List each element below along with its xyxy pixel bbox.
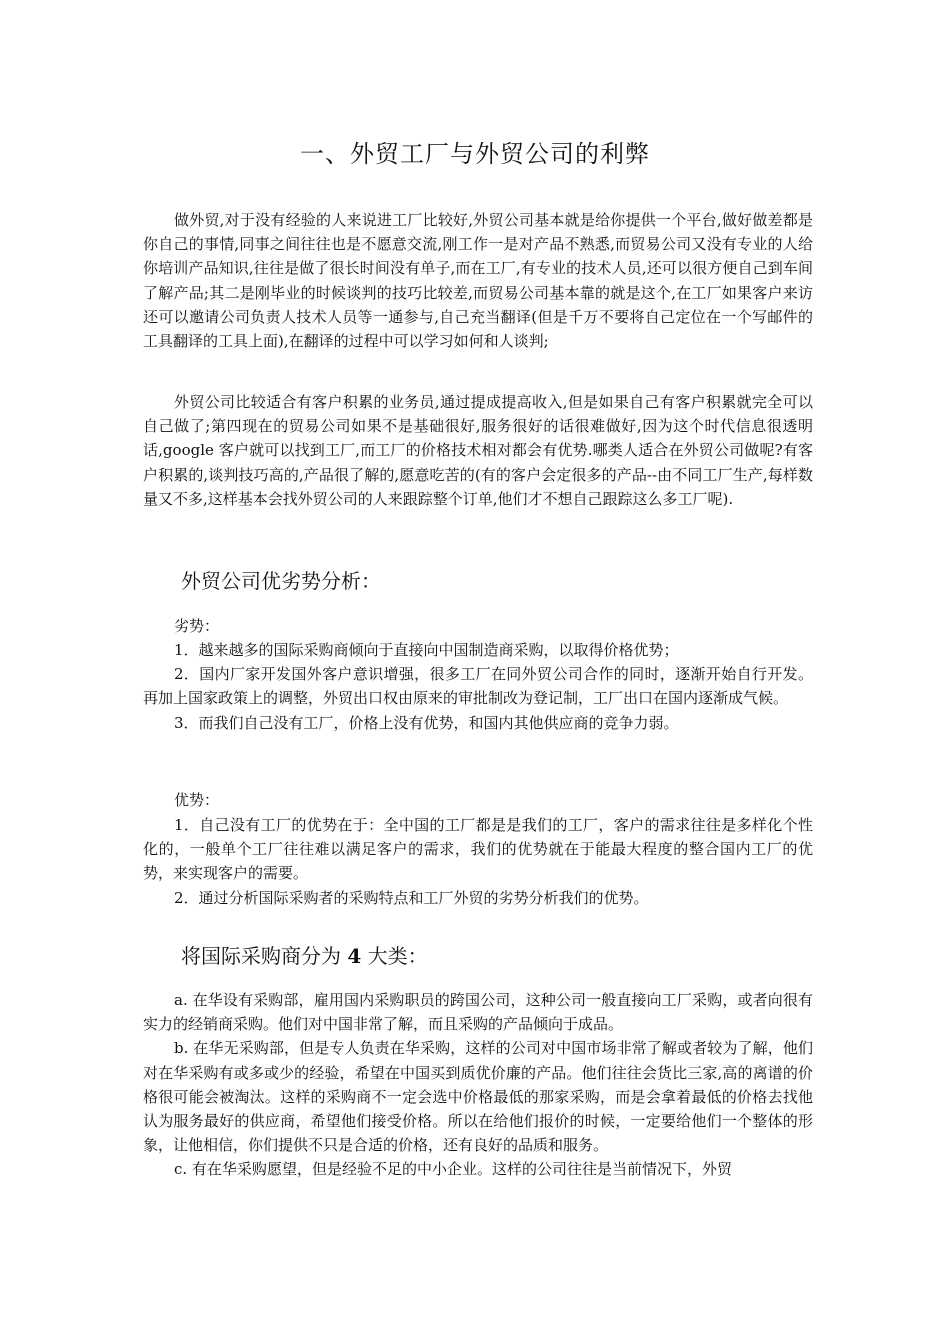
buyers-heading-suffix: 大类： bbox=[367, 944, 428, 968]
list-item: 2．国内厂家开发国外客户意识增强，很多工厂在同外贸公司合作的同时，逐渐开始自行开发。再加上国家政策上的调整，外贸出口权由原来的审批制改为登记制，工厂出口在国内逐渐成气候。 bbox=[143, 665, 813, 708]
list-item: 1．自己没有工厂的优势在于：全中国的工厂都是是我们的工厂，客户的需求往往是多样化个性化的，一般单个工厂往往难以满足客户的需求，我们的优势就在于能最大程度的整合国内工厂的优势，来实现客户的需要。 bbox=[143, 816, 813, 883]
buyers-list bbox=[143, 988, 813, 1182]
buyers-heading-number: 4 bbox=[347, 944, 362, 968]
buyers-heading-prefix: 将国际采购商分为 bbox=[181, 944, 341, 968]
list-item: 3．而我们自己没有工厂，价格上没有优势，和国内其他供应商的竞争力弱。 bbox=[174, 713, 679, 732]
intro-paragraph-2: 外贸公司比较适合有客户积累的业务员,通过提成提高收入,但是如果自己有客户积累就完全可以自己做了;第四现在的贸易公司如果不是基础很好,服务很好的话很难做好,因为这个时代信息很透明话,google 客户就可以找到工厂,而工厂的价格技术相对都会有优势.哪类人适合在外贸公司做呢?有客户积累的,谈判技巧高的,产品很了解的,愿意吃苦的(有的客户会定很多的产品--由不同工厂生产,每样数量又不多,这样基本会找外贸公司的人来跟踪整个订单,他们才不想自己跟踪这么多工厂呢). bbox=[143, 393, 813, 508]
list-item: 1．越来越多的国际采购商倾向于直接向中国制造商采购，以取得价格优势； bbox=[174, 641, 679, 659]
list-item: b. 在华无采购部，但是专人负责在华采购，这样的公司对中国市场非常了解或者较为了解，他们对在华采购有或多或少的经验，希望在中国买到质优价廉的产品。他们往往会货比三家,高的离谱的价格很可能会被淘汰。这样的采购商不一定会选中价格最低的那家采购，而是会拿着最低的价格去找他认为服务最好的供应商，希望他们接受价格。所以在给他们报价的时候，一定要给他们一个整体的形象，让他相信，你们提供不只是合适的价格，还有良好的品质和服务。 bbox=[143, 1039, 813, 1155]
list-item: 2．通过分析国际采购者的采购特点和工厂外贸的劣势分析我们的优势。 bbox=[174, 888, 649, 907]
list-item: c. 有在华采购愿望，但是经验不足的中小企业。这样的公司往往是当前情况下，外贸 bbox=[174, 1160, 732, 1179]
analysis-heading: 外贸公司优劣势分析： bbox=[181, 569, 381, 593]
disadvantages-label: 劣势： bbox=[174, 617, 220, 635]
buyers-heading bbox=[181, 941, 428, 971]
document-title: 一、外贸工厂与外贸公司的利弊 bbox=[300, 140, 650, 168]
advantages-list bbox=[143, 813, 813, 910]
advantages-label: 优势： bbox=[174, 791, 220, 809]
intro-paragraph-1: 做外贸,对于没有经验的人来说进工厂比较好,外贸公司基本就是给你提供一个平台,做好做差都是你自己的事情,同事之间往往也是不愿意交流,刚工作一是对产品不熟悉,而贸易公司又没有专业的人给你培训产品知识,往往是做了很长时间没有单子,而在工厂,有专业的技术人员,还可以很方便自己到车间了解产品;其二是刚毕业的时候谈判的技巧比较差,而贸易公司基本靠的就是这个,在工厂如果客户来访还可以邀请公司负责人技术人员等一通参与,自己充当翻译(但是千万不要将自己定位在一个写邮件的工具翻译的工具上面),在翻译的过程中可以学习如何和人谈判; bbox=[143, 211, 813, 351]
disadvantages-list bbox=[143, 638, 813, 735]
list-item: a. 在华设有采购部，雇用国内采购职员的跨国公司，这种公司一般直接向工厂采购，或者向很有实力的经销商采购。他们对中国非常了解，而且采购的产品倾向于成品。 bbox=[143, 991, 813, 1034]
